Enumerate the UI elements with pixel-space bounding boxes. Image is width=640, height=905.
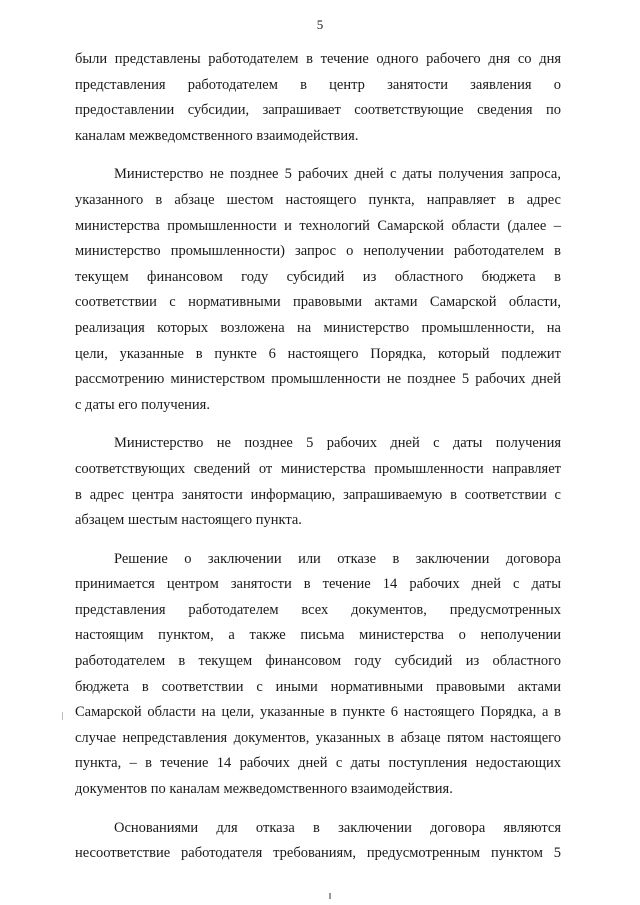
text-line: бюджета в соответствии с иными нормативными правовыми актами [75,678,561,695]
paragraph [75,547,561,803]
text-line: соответствующих сведений от министерства промышленности направляет [75,460,561,477]
text-line: рассмотрению министерством промышленности не позднее 5 рабочих дней [75,371,561,388]
text-line: Министерство не позднее 5 рабочих дней с даты получения запроса, [114,166,561,183]
text-line: представления работодателем всех документов, предусмотренных [75,601,561,618]
text-line: работодателем в текущем финансовом году субсидий из областного [75,653,561,670]
text-line: представления работодателем в центр занятости заявления о [75,76,561,93]
text-line: были представлены работодателем в течение одного рабочего дня со дня [75,51,561,67]
text-line: Основаниями для отказа в заключении договора являются [114,819,561,836]
page-number: 5 [316,17,324,32]
text-line: соответствии с нормативными правовыми актами Самарской области, [75,294,561,311]
text-line: Самарской области на цели, указанные в пункте 6 настоящего Порядка, а в [75,704,561,721]
text-line: в адрес центра занятости информацию, запрашиваемую в соответствии с [75,486,561,503]
paragraph [75,816,561,867]
text-line: настоящим пунктом, а также письма министерства о неполучении [75,627,561,644]
text-line: абзацем шестым настоящего пункта. [75,512,302,529]
text-line: Министерство не позднее 5 рабочих дней с даты получения [114,435,561,452]
scan-mark [329,893,331,899]
text-line: несоответствие работодателя требованиям, предусмотренным пунктом 5 [75,845,561,862]
text-line: документов по каналам межведомственного взаимодействия. [75,781,453,798]
text-line: текущем финансовом году субсидий из областного бюджета в [75,268,561,285]
text-line: Решение о заключении или отказе в заключении договора [114,550,561,567]
document-body [75,47,561,867]
scan-mark [62,712,63,720]
paragraph [75,162,561,418]
text-line: министерство промышленности) запрос о неполучении работодателем в [75,243,561,260]
text-line: министерства промышленности и технологий Самарской области (далее – [75,217,561,234]
text-line: принимается центром занятости в течение 14 рабочих дней с даты [75,576,561,593]
text-line: предоставлении субсидии, запрашивает соответствующие сведения по [75,102,561,119]
paragraph [75,47,561,149]
text-line: пункта, – в течение 14 рабочих дней с даты поступления недостающих [75,755,561,772]
text-line: реализация которых возложена на министерство промышленности, на [75,319,561,336]
paragraph [75,431,561,533]
text-line: случае непредставления документов, указанных в абзаце пятом настоящего [75,729,561,746]
text-line: каналам межведомственного взаимодействия. [75,127,359,144]
text-line: цели, указанные в пункте 6 настоящего Порядка, который подлежит [75,345,561,362]
text-line: с даты его получения. [75,396,210,413]
text-line: указанного в абзаце шестом настоящего пункта, направляет в адрес [75,191,561,208]
